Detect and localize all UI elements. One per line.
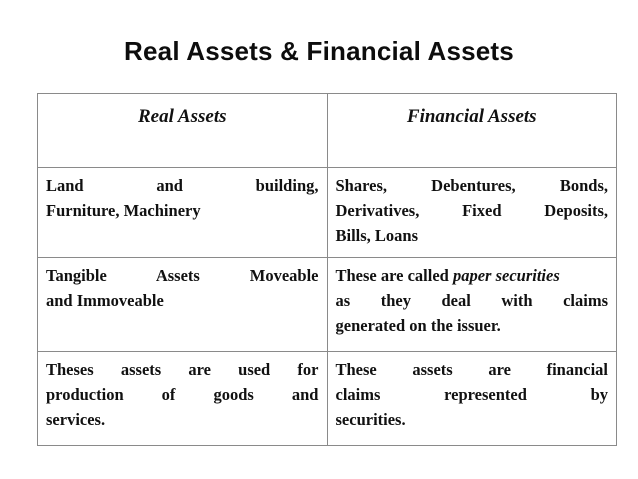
table-row xyxy=(38,352,617,446)
cell-financial-assets-nature xyxy=(327,258,617,352)
cell-text: These are called xyxy=(335,266,453,285)
cell-real-assets-examples xyxy=(38,168,328,258)
table-row xyxy=(38,168,617,258)
cell-line: generated on the issuer. xyxy=(335,316,501,335)
cell-line: These assets are financial xyxy=(335,360,608,379)
paper-securities-emphasis: paper securities xyxy=(452,266,560,285)
cell-line: and Immoveable xyxy=(46,291,164,310)
cell-line: securities. xyxy=(335,410,406,429)
slide-title: Real Assets & Financial Assets xyxy=(124,36,514,66)
cell-line: Furniture, Machinery xyxy=(46,201,201,220)
header-financial-assets: Financial Assets xyxy=(327,94,617,168)
cell-financial-assets-use xyxy=(327,352,617,446)
table-row xyxy=(38,258,617,352)
header-real-assets: Real Assets xyxy=(38,94,328,168)
cell-real-assets-use xyxy=(38,352,328,446)
assets-comparison-table xyxy=(37,93,617,446)
table-header-row xyxy=(38,94,617,168)
cell-financial-assets-examples xyxy=(327,168,617,258)
cell-real-assets-nature xyxy=(38,258,328,352)
cell-line: Derivatives, Fixed Deposits, xyxy=(335,201,608,220)
cell-line: production of goods and xyxy=(46,385,319,404)
cell-line: Land and building, xyxy=(46,176,319,195)
cell-line: as they deal with claims xyxy=(335,291,608,310)
cell-line: Tangible Assets Moveable xyxy=(46,266,319,285)
cell-line: Theses assets are used for xyxy=(46,360,319,379)
cell-line: Bills, Loans xyxy=(335,226,419,245)
cell-line: services. xyxy=(46,410,106,429)
cell-line: claims represented by xyxy=(335,385,608,404)
cell-line: Shares, Debentures, Bonds, xyxy=(335,176,608,195)
